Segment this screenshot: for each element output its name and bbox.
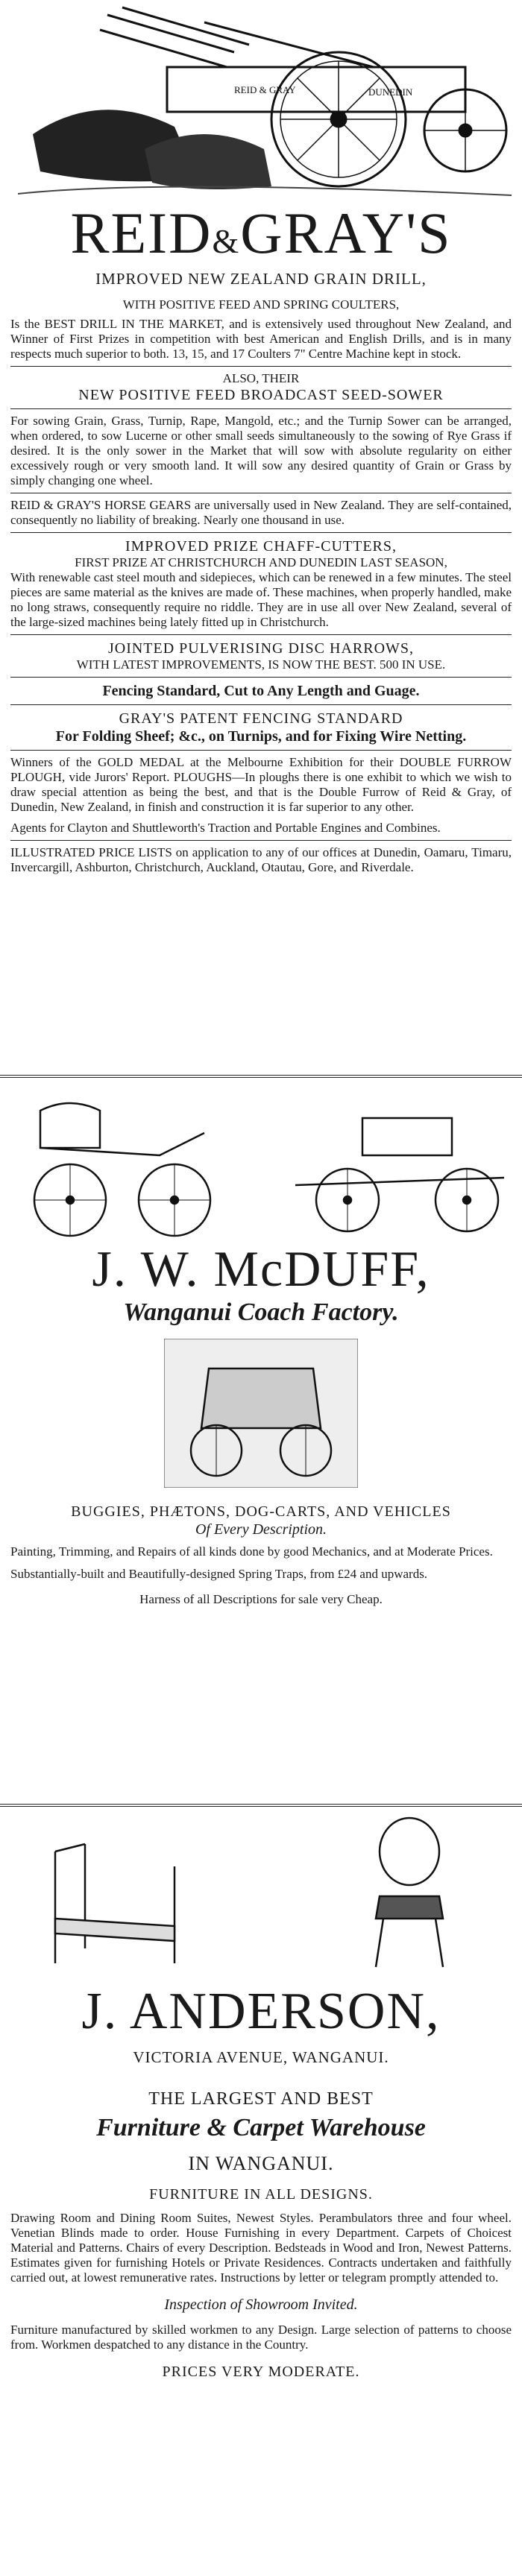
harness-paragraph: Harness of all Descriptions for sale very Cheap. [139, 1592, 383, 1606]
vehicles-subheading: Of Every Description. [195, 1521, 327, 1538]
anderson-address: VICTORIA AVENUE, WANGANUI. [133, 2048, 389, 2066]
spring-traps-paragraph: Substantially-built and Beautifully-designed Spring Traps, from £24 and upwards. [10, 1567, 428, 1581]
price-lists-paragraph: ILLUSTRATED PRICE LISTS on application to any of our offices at Dunedin, Oamaru, Timaru, Invercargill, Ashburton, Christchurch, Auckland, Otautau, Gore, and Riverdale. [10, 845, 512, 874]
mcduff-advertisement [10, 1088, 512, 1607]
repairs-paragraph: Painting, Trimming, and Repairs of all kinds done by good Mechanics, and at Moderate Prices. [10, 1544, 493, 1559]
patent-fencing-heading: GRAY'S PATENT FENCING STANDARD [119, 710, 403, 727]
patent-fencing-subheading: For Folding Sheef; &c., on Turnips, and for Fixing Wire Netting. [55, 728, 467, 745]
section-divider-1 [0, 1075, 522, 1078]
carriage-illustrations [10, 1088, 512, 1237]
disc-harrows-subheading: WITH LATEST IMPROVEMENTS, IS NOW THE BEST. 500 IN USE. [76, 657, 446, 672]
reid-gray-advertisement [10, 0, 512, 875]
mcduff-title: J. W. McDUFF, [92, 1240, 430, 1297]
chaff-cutters-heading: IMPROVED PRIZE CHAFF-CUTTERS, [125, 538, 397, 555]
also-their-label: ALSO, THEIR [222, 371, 300, 385]
fencing-standard-heading: Fencing Standard, Cut to Any Length and Guage. [102, 683, 420, 699]
plough-banner-left: REID & GRAY [234, 84, 296, 95]
title-ampersand: & [212, 222, 241, 260]
horse-gears-paragraph: REID & GRAY'S HORSE GEARS are universally used in New Zealand. They are self-contained, consequently no liability of breaking. Nearly one thousand in use. [10, 498, 512, 527]
title-part-reid: REID [70, 201, 213, 265]
coach-illustration [164, 1339, 358, 1488]
agents-paragraph: Agents for Clayton and Shuttleworth's Traction and Portable Engines and Combines. [10, 821, 441, 835]
title-part-grays: GRAY'S [240, 201, 452, 265]
grain-drill-heading: IMPROVED NEW ZEALAND GRAIN DRILL, [95, 270, 427, 288]
anderson-title: J. ANDERSON, [81, 1983, 441, 2040]
furniture-paragraph: Drawing Room and Dining Room Suites, Newest Styles. Perambulators three and four wheel. Venetian Blinds made to order. House Furnishing in every Department. Carpets of Choicest Material and Patterns. Chairs of every Description. Bedsteads in Wood and Iron, Newest Patterns. Estimates given for furnishing Hotels or Private Residences. Contracts undertaken and faithfully carried out, at lowest remunerative rates. Instructions by letter or telegram promptly attended to. [10, 2211, 512, 2285]
workmen-paragraph: Furniture manufactured by skilled workmen to any Design. Large selection of patterns to choose from. Workmen despatched to any distance in the Country. [10, 2323, 512, 2352]
gold-medal-paragraph: Winners of the GOLD MEDAL at the Melbourne Exhibition for their DOUBLE FURROW PLOUGH, vide Jurors' Report. PLOUGHS—In ploughs there is one exhibit to which we wish to draw special attention as being the best, and that is the Double Furrow of Reid & Gray, of Dunedin, New Zealand, in finish and construction it is far superior to any other. [10, 755, 512, 814]
coach-factory-tagline: Wanganui Coach Factory. [123, 1298, 399, 1326]
grain-drill-paragraph: Is the BEST DRILL IN THE MARKET, and is extensively used throughout New Zealand, and Winner of First Prizes in competition with best American and English Drills, and is in many respects much superior to both. 13, 15, and 17 Coulters 7" Centre Machine kept in stock. [10, 317, 512, 361]
furniture-designs-heading: FURNITURE IN ALL DESIGNS. [149, 2186, 373, 2203]
chaff-cutters-paragraph: With renewable cast steel mouth and sidepieces, which can be renewed in a few minutes. The steel pieces are same material as the knives are made of. These machines, when properly handled, make no long straws, consequently require no riddle. They are in use all over New Zealand, several of the large-sized machines being lately fitted up in Christchurch. [10, 570, 512, 629]
prices-moderate: PRICES VERY MODERATE. [162, 2364, 360, 2380]
seed-sower-paragraph: For sowing Grain, Grass, Turnip, Rape, Mangold, etc.; and the Turnip Sower can be arranged, when ordered, to sow Lucerne or other small seeds simultaneously to the sowing of Rye Grass if desired. It is the only sower in the Market that will sow with absolute regularity on either excessively rough or very smooth land. It will sow any desired quantity of Grain or Grass by simply changing one wheel. [10, 414, 512, 487]
seed-sower-heading: NEW POSITIVE FEED BROADCAST SEED-SOWER [78, 387, 444, 403]
chaff-cutters-subheading: FIRST PRIZE AT CHRISTCHURCH AND DUNEDIN LAST SEASON, [75, 555, 447, 569]
anderson-advertisement [10, 1814, 512, 2381]
warehouse-heading: Furniture & Carpet Warehouse [96, 2114, 426, 2141]
plough-illustration [10, 0, 512, 201]
in-wanganui-heading: IN WANGANUI. [188, 2153, 334, 2174]
dog-cart-illustration [295, 1088, 512, 1237]
buggy-illustration [10, 1088, 234, 1237]
vehicles-heading: BUGGIES, PHÆTONS, DOG-CARTS, AND VEHICLES [71, 1503, 451, 1520]
inspection-invite: Inspection of Showroom Invited. [164, 2296, 358, 2313]
grain-drill-subheading: WITH POSITIVE FEED AND SPRING COULTERS, [122, 297, 400, 312]
section-divider-2 [0, 1804, 522, 1807]
chair-illustration [353, 1814, 465, 1971]
furniture-illustrations [10, 1814, 512, 1978]
reid-gray-title [10, 201, 512, 265]
plough-banner-text: DUNEDIN [368, 86, 413, 98]
bedstead-illustration [40, 1837, 189, 1971]
disc-harrows-heading: JOINTED PULVERISING DISC HARROWS, [107, 640, 415, 657]
largest-best-heading: THE LARGEST AND BEST [148, 2089, 374, 2109]
